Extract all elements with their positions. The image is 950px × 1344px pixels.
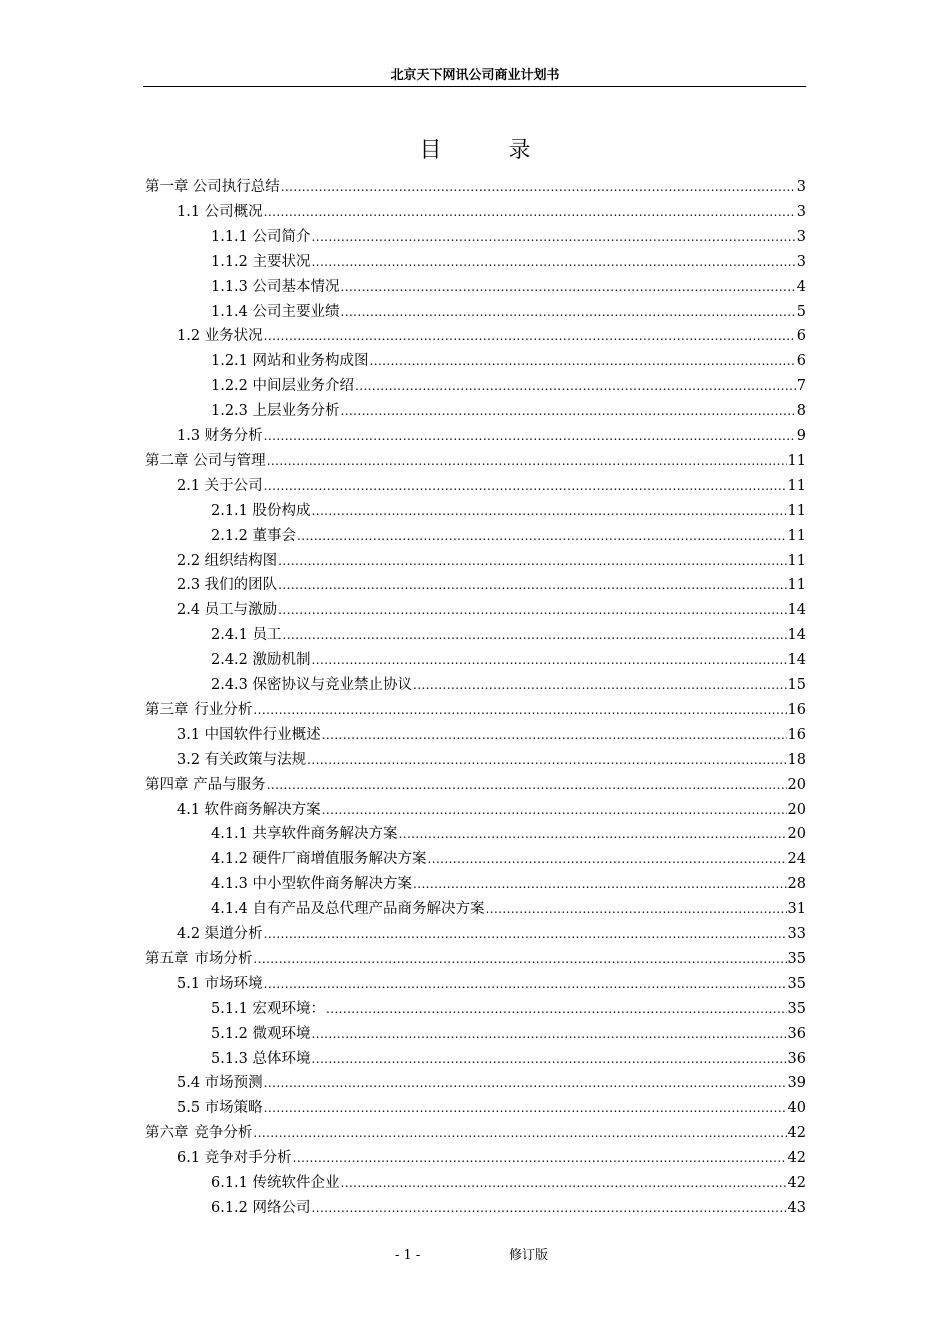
toc-section-entry[interactable] [211, 399, 806, 424]
toc-section-entry[interactable] [211, 822, 806, 847]
toc-dot-leader [341, 300, 796, 325]
toc-page-number: 18 [787, 751, 806, 768]
toc-section-entry[interactable] [211, 275, 806, 300]
toc-section-entry[interactable] [211, 897, 806, 922]
toc-dot-leader [253, 698, 786, 723]
toc-entry-title: 1.1.4 公司主要业绩 [211, 303, 340, 320]
toc-page-number: 36 [787, 1050, 806, 1067]
toc-dot-leader [253, 947, 786, 972]
toc-entry-title: 2.3 我们的团队 [177, 577, 278, 594]
toc-dot-leader [312, 1047, 787, 1072]
toc-section-entry[interactable] [211, 623, 806, 648]
toc-dot-leader [341, 275, 796, 300]
toc-entry-title: 5.1 市场环境 [177, 975, 263, 992]
toc-section-entry[interactable] [177, 798, 806, 823]
toc-section-entry[interactable] [211, 374, 806, 399]
toc-section-entry[interactable] [177, 748, 806, 773]
toc-page-number: 11 [787, 577, 806, 594]
toc-page-number: 15 [787, 677, 806, 693]
toc-section-entry[interactable] [211, 250, 806, 275]
toc-entry-title: 1.2 业务状况 [177, 328, 263, 345]
toc-section-entry[interactable] [177, 200, 806, 225]
toc-dot-leader [267, 773, 787, 798]
toc-dot-leader [264, 922, 787, 947]
toc-page-number: 20 [787, 776, 806, 793]
toc-dot-leader [278, 549, 786, 574]
toc-entry-title: 6.1.2 网络公司 [211, 1199, 311, 1216]
toc-entry-title: 1.2.1 网站和业务构成图 [211, 353, 369, 370]
toc-chapter-entry[interactable] [145, 698, 806, 723]
toc-section-entry[interactable] [211, 499, 806, 524]
toc-entry-title: 1.3 财务分析 [177, 428, 263, 444]
toc-entry-title: 1.1 公司概况 [177, 203, 263, 220]
toc-entry-title: 5.4 市场预测 [177, 1075, 263, 1092]
footer-version-label: 修订版 [509, 1248, 549, 1263]
toc-dot-leader [322, 723, 787, 748]
toc-section-entry[interactable] [177, 424, 806, 449]
toc-page-number: 11 [787, 477, 806, 494]
toc-chapter-entry[interactable] [145, 449, 806, 474]
toc-dot-leader [264, 972, 787, 997]
toc-page-number: 14 [787, 627, 806, 644]
toc-page-number: 5 [796, 303, 806, 320]
toc-section-entry[interactable] [177, 1096, 806, 1121]
toc-dot-leader [267, 449, 787, 474]
toc-page-number: 14 [787, 652, 806, 669]
toc-entry-title: 2.1 关于公司 [177, 477, 263, 494]
toc-section-entry[interactable] [211, 673, 806, 698]
toc-heading: 目 录 [419, 138, 561, 163]
toc-chapter-number: 第三章 [145, 701, 189, 718]
toc-section-entry[interactable] [177, 1146, 806, 1171]
toc-dot-leader [297, 524, 787, 549]
toc-dot-leader [322, 798, 787, 823]
toc-chapter-number: 第二章 [145, 452, 189, 469]
toc-dot-leader [413, 673, 787, 698]
toc-dot-leader [312, 499, 787, 524]
toc-dot-leader [312, 1022, 787, 1047]
toc-entry-title: 6.1.1 传统软件企业 [211, 1175, 340, 1191]
toc-section-entry[interactable] [211, 300, 806, 325]
toc-page-number: 4 [796, 278, 806, 295]
toc-chapter-number: 第五章 [145, 950, 189, 967]
toc-entry-title: 4.1.4 自有产品及总代理产品商务解决方案 [211, 901, 485, 918]
toc-page-number: 7 [796, 378, 806, 395]
toc-dot-leader [428, 847, 787, 872]
toc-section-entry[interactable] [211, 648, 806, 673]
toc-page-number: 9 [796, 428, 806, 444]
toc-page-number: 35 [787, 950, 806, 967]
toc-section-entry[interactable] [211, 1196, 806, 1221]
toc-dot-leader [264, 474, 787, 499]
toc-page-number: 31 [787, 901, 806, 918]
toc-entry-title: 6.1 竞争对手分析 [177, 1150, 292, 1167]
toc-dot-leader [355, 374, 796, 399]
toc-entry-title: 4.1.2 硬件厂商增值服务解决方案 [211, 851, 427, 868]
toc-dot-leader [278, 598, 786, 623]
toc-section-entry[interactable] [211, 524, 806, 549]
toc-entry-title: 公司执行总结 [192, 179, 280, 195]
toc-page-number: 35 [787, 1000, 806, 1017]
toc-entry-title: 4.2 渠道分析 [177, 926, 263, 942]
toc-section-entry[interactable] [211, 997, 806, 1022]
toc-dot-leader [307, 748, 786, 773]
toc-chapter-number: 第四章 [145, 776, 189, 793]
toc-page-number: 28 [787, 876, 806, 893]
toc-section-entry[interactable] [177, 573, 806, 598]
toc-entry-title: 2.4.2 激励机制 [211, 652, 311, 669]
toc-section-entry[interactable] [211, 847, 806, 872]
toc-entry-title: 2.4 员工与激励 [177, 602, 278, 619]
toc-dot-leader [312, 648, 787, 673]
toc-page-number: 11 [787, 552, 806, 569]
footer-page-number: - 1 - [395, 1248, 421, 1263]
toc-chapter-entry[interactable] [145, 175, 806, 200]
toc-chapter-entry[interactable] [145, 773, 806, 798]
toc-page-number: 42 [787, 1125, 806, 1142]
toc-section-entry[interactable] [177, 723, 806, 748]
toc-page-number: 11 [787, 527, 806, 544]
toc-entry-title: 1.2.2 中间层业务介绍 [211, 378, 355, 395]
toc-page-number: 40 [787, 1100, 806, 1117]
toc-page-number: 6 [796, 353, 806, 370]
toc-dot-leader [264, 1071, 787, 1096]
toc-page-number: 42 [787, 1175, 806, 1191]
toc-page-number: 11 [787, 452, 806, 469]
toc-chapter-entry[interactable] [145, 947, 806, 972]
toc-page-number: 16 [787, 726, 806, 743]
toc-dot-leader [264, 1096, 787, 1121]
toc-section-entry[interactable] [177, 598, 806, 623]
toc-chapter-entry[interactable] [145, 1121, 806, 1146]
toc-section-entry[interactable] [211, 225, 806, 250]
toc-dot-leader [326, 997, 787, 1022]
toc-section-entry[interactable] [177, 1071, 806, 1096]
toc-section-entry[interactable] [177, 922, 806, 947]
toc-page-number: 8 [796, 403, 806, 420]
toc-entry-title: 2.1.2 董事会 [211, 527, 297, 544]
toc-entry-title: 1.2.3 上层业务分析 [211, 403, 340, 420]
toc-page-number: 11 [787, 502, 806, 519]
document-header-title: 北京天下网讯公司商业计划书 [390, 68, 560, 83]
toc-page-number: 42 [787, 1150, 806, 1167]
toc-dot-leader [341, 399, 796, 424]
toc-dot-leader [399, 822, 787, 847]
toc-page-number: 3 [796, 253, 806, 270]
toc-section-entry[interactable] [177, 324, 806, 349]
toc-dot-leader [278, 573, 786, 598]
toc-dot-leader [293, 1146, 787, 1171]
toc-entry-title: 3.2 有关政策与法规 [177, 751, 307, 768]
toc-entry-title: 竞争分析 [194, 1125, 253, 1142]
toc-dot-leader [413, 872, 787, 897]
toc-page-number: 3 [796, 179, 806, 195]
toc-dot-leader [312, 1196, 787, 1221]
toc-chapter-number: 第一章 [145, 179, 189, 195]
toc-section-entry[interactable] [211, 872, 806, 897]
toc-page-number: 24 [787, 851, 806, 868]
toc-page-number: 14 [787, 602, 806, 619]
toc-dot-leader [253, 1121, 786, 1146]
toc-entry-title: 4.1.3 中小型软件商务解决方案 [211, 876, 413, 893]
toc-dot-leader [283, 623, 787, 648]
toc-page-number: 43 [787, 1199, 806, 1216]
toc-page-number: 20 [787, 826, 806, 843]
toc-dot-leader [264, 324, 796, 349]
toc-section-entry[interactable] [211, 1171, 806, 1196]
toc-entry-title: 3.1 中国软件行业概述 [177, 726, 321, 743]
toc-dot-leader [264, 200, 796, 225]
toc-entry-title: 公司与管理 [193, 452, 266, 469]
toc-entry-title: 市场分析 [194, 950, 253, 967]
toc-page-number: 33 [787, 926, 806, 942]
toc-page-number: 3 [796, 203, 806, 220]
toc-dot-leader [264, 424, 796, 449]
toc-dot-leader [312, 225, 796, 250]
toc-page-number: 36 [787, 1025, 806, 1042]
toc-page-number: 16 [787, 701, 806, 718]
toc-entry-title: 4.1.1 共享软件商务解决方案 [211, 826, 398, 843]
toc-section-entry[interactable] [177, 549, 806, 574]
toc-section-entry[interactable] [177, 972, 806, 997]
toc-page-number: 35 [787, 975, 806, 992]
toc-entry-title: 5.5 市场策略 [177, 1100, 263, 1117]
toc-page-number: 20 [787, 801, 806, 818]
toc-dot-leader [312, 250, 796, 275]
header-divider [143, 86, 806, 87]
toc-section-entry[interactable] [177, 474, 806, 499]
toc-section-entry[interactable] [211, 1047, 806, 1072]
toc-entry-title: 5.1.3 总体环境 [211, 1050, 311, 1067]
toc-entry-title: 4.1 软件商务解决方案 [177, 801, 321, 818]
toc-entry-title: 2.4.1 员工 [211, 627, 282, 644]
toc-entry-title: 5.1.1 宏观环境： [211, 1000, 326, 1017]
toc-chapter-number: 第六章 [145, 1125, 189, 1142]
toc-entry-title: 2.2 组织结构图 [177, 552, 278, 569]
toc-section-entry[interactable] [211, 349, 806, 374]
toc-dot-leader [341, 1171, 787, 1196]
toc-page-number: 6 [796, 328, 806, 345]
toc-page-number: 39 [787, 1075, 806, 1092]
toc-entry-title: 产品与服务 [193, 776, 266, 793]
toc-entry-title: 1.1.1 公司简介 [211, 228, 311, 245]
toc-dot-leader [486, 897, 787, 922]
toc-entry-title: 2.4.3 保密协议与竞业禁止协议 [211, 677, 413, 693]
toc-section-entry[interactable] [211, 1022, 806, 1047]
toc-page-number: 3 [796, 228, 806, 245]
toc-dot-leader [281, 175, 796, 200]
toc-entry-title: 5.1.2 微观环境 [211, 1025, 311, 1042]
toc-dot-leader [370, 349, 796, 374]
toc-entry-title: 2.1.1 股份构成 [211, 502, 311, 519]
toc-entry-title: 1.1.3 公司基本情况 [211, 278, 340, 295]
toc-entry-title: 1.1.2 主要状况 [211, 253, 311, 270]
toc-entry-title: 行业分析 [194, 701, 253, 718]
